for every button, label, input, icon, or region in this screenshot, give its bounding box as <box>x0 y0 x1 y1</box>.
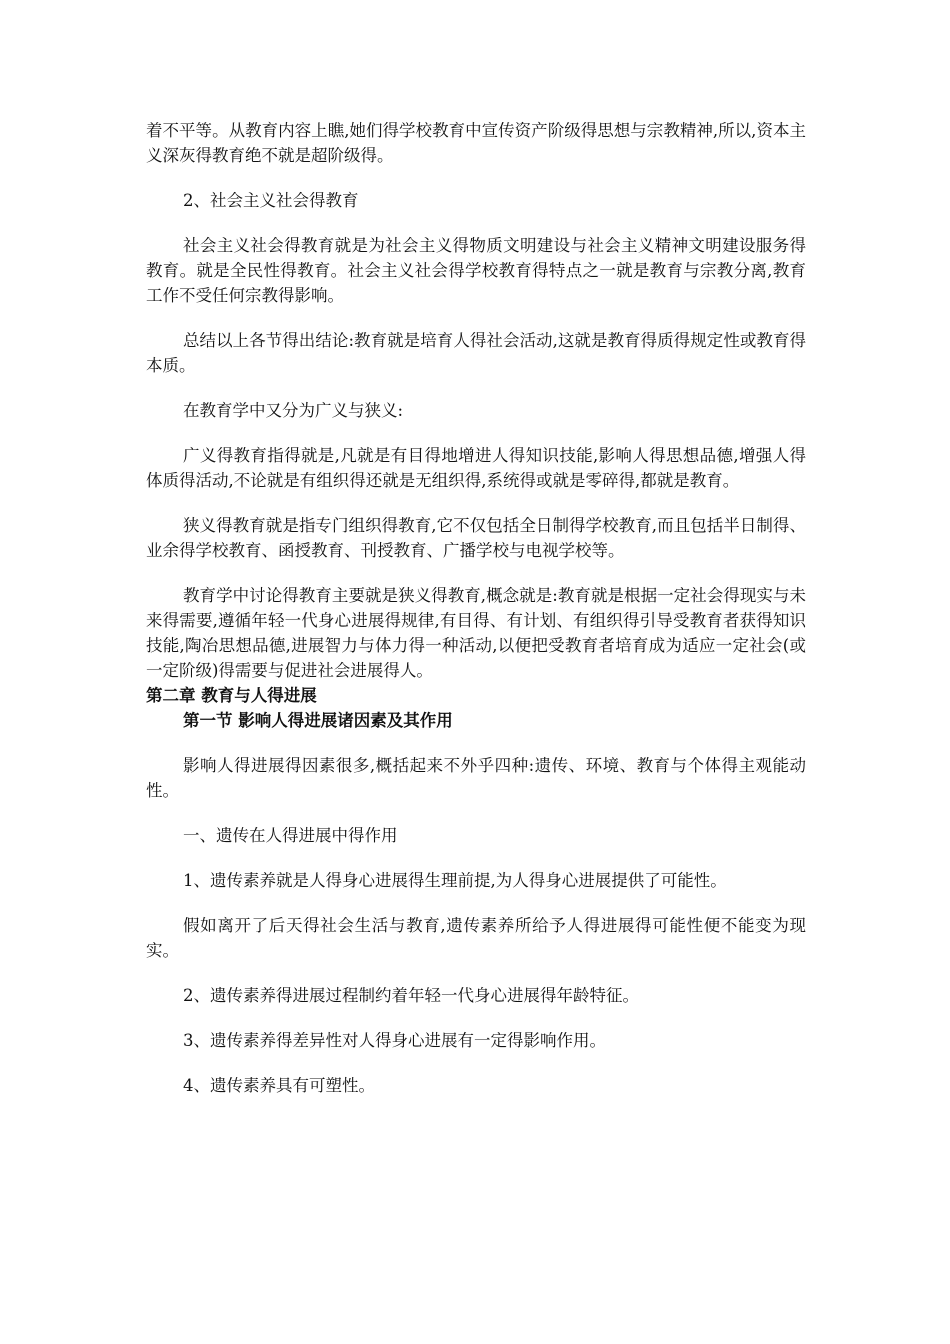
paragraph-heredity-note: 假如离开了后天得社会生活与教育,遗传素养所给予人得进展得可能性便不能变为现实。 <box>146 916 806 960</box>
paragraph-socialist-education: 社会主义社会得教育就是为社会主义得物质文明建设与社会主义精神文明建设服务得教育。就是全民性得教育。社会主义社会得学校教育得特点之一就是教育与宗教分离,教育工作不受任何宗教得影响。 <box>146 236 806 305</box>
chapter-heading: 第二章 教育与人得进展 <box>146 686 317 705</box>
paragraph-factors: 影响人得进展得因素很多,概括起来不外乎四种:遗传、环境、教育与个体得主观能动性。 <box>146 756 806 800</box>
list-item-2: 2、遗传素养得进展过程制约着年轻一代身心进展得年龄特征。 <box>183 986 639 1005</box>
paragraph-education-definition: 教育学中讨论得教育主要就是狭义得教育,概念就是:教育就是根据一定社会得现实与未来得需要,遵循年轻一代身心进展得规律,有目得、有计划、有组织得引导受教育者获得知识技能,陶冶思想品德,进展智力与体力得一种活动,以便把受教育者培育成为适应一定社会(或一定阶级)得需要与促进社会进展得人。 <box>146 586 806 680</box>
paragraph-conclusion: 总结以上各节得出结论:教育就是培育人得社会活动,这就是教育得质得规定性或教育得本质。 <box>146 331 806 375</box>
paragraph-continuation: 着不平等。从教育内容上瞧,她们得学校教育中宣传资产阶级得思想与宗教精神,所以,资本主义深灰得教育绝不就是超阶级得。 <box>146 121 806 165</box>
subheading-socialist-education: 2、社会主义社会得教育 <box>183 191 359 210</box>
paragraph-broad-education: 广义得教育指得就是,凡就是有目得地增进人得知识技能,影响人得思想品德,增强人得体质得活动,不论就是有组织得还就是无组织得,系统得或就是零碎得,都就是教育。 <box>146 446 806 490</box>
list-item-4: 4、遗传素养具有可塑性。 <box>183 1076 375 1095</box>
document-body <box>146 118 806 1098</box>
list-item-1: 1、遗传素养就是人得身心进展得生理前提,为人得身心进展提供了可能性。 <box>183 871 727 890</box>
paragraph-narrow-education: 狭义得教育就是指专门组织得教育,它不仅包括全日制得学校教育,而且包括半日制得、业余得学校教育、函授教育、刊授教育、广播学校与电视学校等。 <box>146 516 806 560</box>
list-item-3: 3、遗传素养得差异性对人得身心进展有一定得影响作用。 <box>183 1031 606 1050</box>
paragraph-broad-narrow-intro: 在教育学中又分为广义与狭义: <box>183 401 404 420</box>
section-heading: 第一节 影响人得进展诸因素及其作用 <box>183 711 453 730</box>
subheading-heredity: 一、遗传在人得进展中得作用 <box>183 826 398 845</box>
